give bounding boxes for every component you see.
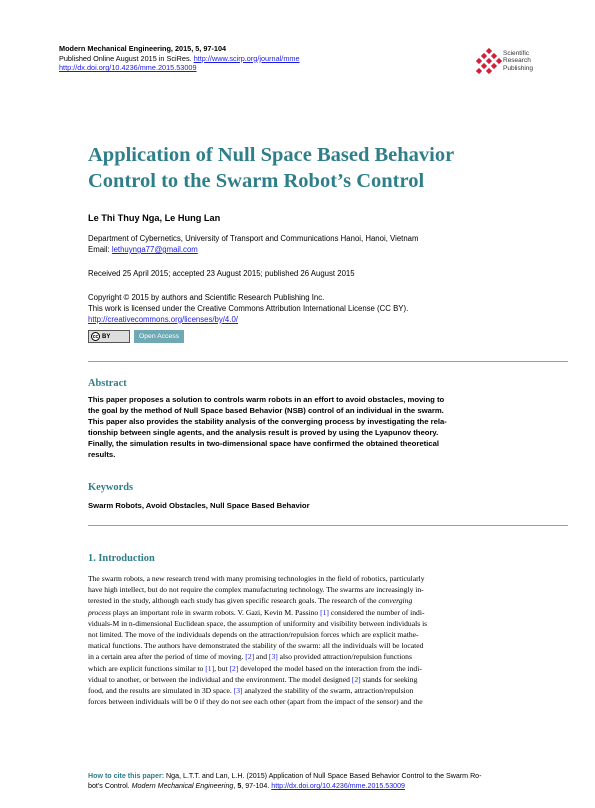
reference-link[interactable]: [2]	[229, 663, 239, 673]
reference-link[interactable]: [2]	[245, 652, 255, 662]
keywords-heading: Keywords	[88, 482, 134, 493]
introduction-line	[88, 674, 566, 685]
introduction-line	[88, 663, 566, 674]
cite-line-2	[88, 781, 568, 791]
text-run: plays an important role in swarm robots. V. Gazi, Kevin M. Passino	[110, 607, 321, 617]
introduction-line	[88, 629, 566, 640]
abstract-line: This paper proposes a solution to controls warm robots in an effort to avoid obstacles, moving to	[88, 395, 445, 404]
introduction-line	[88, 595, 566, 606]
department: Department of Cybernetics, University of Transport and Communications Hanoi, Hanoi, Vietnam	[88, 234, 419, 243]
reference-link[interactable]: [1]	[320, 607, 329, 617]
introduction-text	[88, 573, 566, 707]
email-label: Email:	[88, 245, 110, 254]
journal-url-link[interactable]: http://www.scirp.org/journal/mme	[193, 53, 300, 63]
journal-citation-line: Modern Mechanical Engineering, 2015, 5, 97-104	[59, 44, 227, 53]
logo-line-1: Scientific	[503, 50, 530, 57]
license-url-link[interactable]: http://creativecommons.org/licenses/by/4.0/	[88, 314, 238, 324]
license-line: This work is licensed under the Creative Commons Attribution International License (CC BY).	[88, 303, 409, 313]
reference-link[interactable]: [1]	[205, 663, 215, 673]
logo-line-3: Publishing	[503, 64, 533, 72]
abstract-line: tionship between single agents, and the analysis result is proved by using the Lyapunov theory.	[88, 428, 439, 437]
cite-line-1	[88, 771, 568, 781]
text-run: viduals-M in n-dimensional Euclidean space, the assumption of uniformity and visibility between individuals is	[88, 618, 428, 628]
text-run: The swarm robots, a new research trend with many promising technologies in the field of robotics, particularly	[88, 574, 425, 583]
cc-by-label: BY	[102, 333, 111, 340]
introduction-line	[88, 685, 566, 696]
license-badges	[88, 330, 184, 343]
abstract-line: This paper also provides the stability analysis of the converging process by investigating the rela-	[88, 417, 447, 426]
cite-volume: 5	[237, 782, 242, 790]
doi-link[interactable]: http://dx.doi.org/10.4236/mme.2015.53009	[59, 63, 197, 73]
introduction-line	[88, 584, 566, 595]
text-run: terested in the study, although each study has given specific research goals. The research of the	[88, 596, 379, 606]
text-run: analyzed the stability of the swarm, attraction/repulsion	[242, 686, 414, 696]
cc-by-badge[interactable]	[88, 330, 130, 343]
affiliation	[88, 233, 419, 255]
email-link[interactable]: lethuynga77@gmail.com	[111, 245, 198, 254]
text-run: vidual to another, or between the individual and the environment. The model designed	[88, 674, 352, 684]
text-run: considered the number of indi-	[328, 607, 425, 617]
publisher-logo-text	[503, 50, 533, 72]
open-access-badge[interactable]: Open Access	[134, 330, 184, 343]
introduction-heading: 1. Introduction	[88, 553, 155, 564]
how-to-cite	[88, 771, 568, 791]
text-run: which are explicit functions similar to	[88, 663, 206, 673]
keywords-text: Swarm Robots, Avoid Obstacles, Null Space Based Behavior	[88, 501, 310, 510]
journal-header	[59, 44, 300, 73]
authors: Le Thi Thuy Nga, Le Hung Lan	[88, 213, 221, 223]
text-run: , but	[214, 663, 230, 673]
introduction-line	[88, 640, 566, 651]
abstract-line: Finally, the simulation results in two-dimensional space have confirmed the obtained theoretical	[88, 439, 439, 448]
cc-icon: cc	[92, 333, 99, 340]
title-line-2: Control to the Swarm Robot’s Control	[88, 170, 425, 192]
text-run: not limited. The move of the individuals depends on the attraction/repulsion forces which are explicit mathe-	[88, 630, 419, 640]
text-run: food, and the results are simulated in 3D space.	[88, 686, 234, 696]
introduction-line	[88, 651, 566, 662]
reference-link[interactable]: [3]	[268, 652, 278, 662]
cite-journal: Modern Mechanical Engineering	[131, 782, 234, 790]
divider-bottom	[88, 525, 568, 526]
text-run: in a certain area after the period of time of moving.	[88, 652, 246, 662]
abstract-line: the goal by the method of Null Space based Behavior (NSB) control of an individual in the swarm.	[88, 406, 444, 415]
divider-top	[88, 361, 568, 362]
introduction-line	[88, 618, 566, 629]
text-run: matical functions. The authors have demonstrated the stability of the swarm: all the individuals will be located	[88, 641, 424, 651]
publication-dates: Received 25 April 2015; accepted 23 August 2015; published 26 August 2015	[88, 269, 355, 278]
cite-doi-link[interactable]: http://dx.doi.org/10.4236/mme.2015.53009	[271, 782, 405, 790]
published-online-text: Published Online August 2015 in SciRes.	[59, 53, 192, 63]
published-online-line	[59, 54, 300, 64]
cite-text-2a: bot’s Control.	[88, 782, 132, 790]
cite-text-1: Nga, L.T.T. and Lan, L.H. (2015) Application of Null Space Based Behavior Control to the Swarm Ro-	[164, 772, 482, 780]
text-run: and	[254, 652, 269, 662]
abstract-text	[88, 394, 566, 460]
scirp-diamond-icon	[476, 48, 502, 78]
cite-label: How to cite this paper:	[88, 772, 165, 780]
introduction-line	[88, 607, 566, 618]
text-run: also provided attraction/repulsion functions	[277, 652, 412, 662]
cite-text-2b: ,	[233, 782, 238, 790]
abstract-line: results.	[88, 450, 116, 459]
introduction-line	[88, 573, 566, 584]
copyright-block	[88, 293, 408, 325]
text-run: developed the model based on the interaction from the indi-	[238, 663, 422, 673]
copyright-line: Copyright © 2015 by authors and Scientific Research Publishing Inc.	[88, 293, 325, 302]
abstract-heading: Abstract	[88, 378, 127, 389]
text-run: stands for seeking	[360, 674, 418, 684]
cite-text-2c: , 97-104.	[241, 782, 272, 790]
publisher-logo	[476, 46, 546, 86]
email-line	[88, 244, 419, 255]
paper-title	[88, 142, 558, 194]
text-run: have high intellect, but do not require the complex manufacturing technology. The swarms are increasingly in-	[88, 585, 424, 595]
italic-term: process	[88, 607, 111, 617]
italic-term: converging	[378, 596, 413, 606]
logo-line-2: Research	[503, 57, 531, 65]
title-line-1: Application of Null Space Based Behavior	[88, 144, 455, 166]
text-run: forces between individuals will be 0 if they do not see each other (apart from the impact of the sensor) and the	[88, 697, 423, 707]
doi-line	[59, 63, 300, 73]
reference-link[interactable]: [2]	[351, 674, 361, 684]
introduction-line	[88, 696, 566, 707]
reference-link[interactable]: [3]	[233, 686, 243, 696]
